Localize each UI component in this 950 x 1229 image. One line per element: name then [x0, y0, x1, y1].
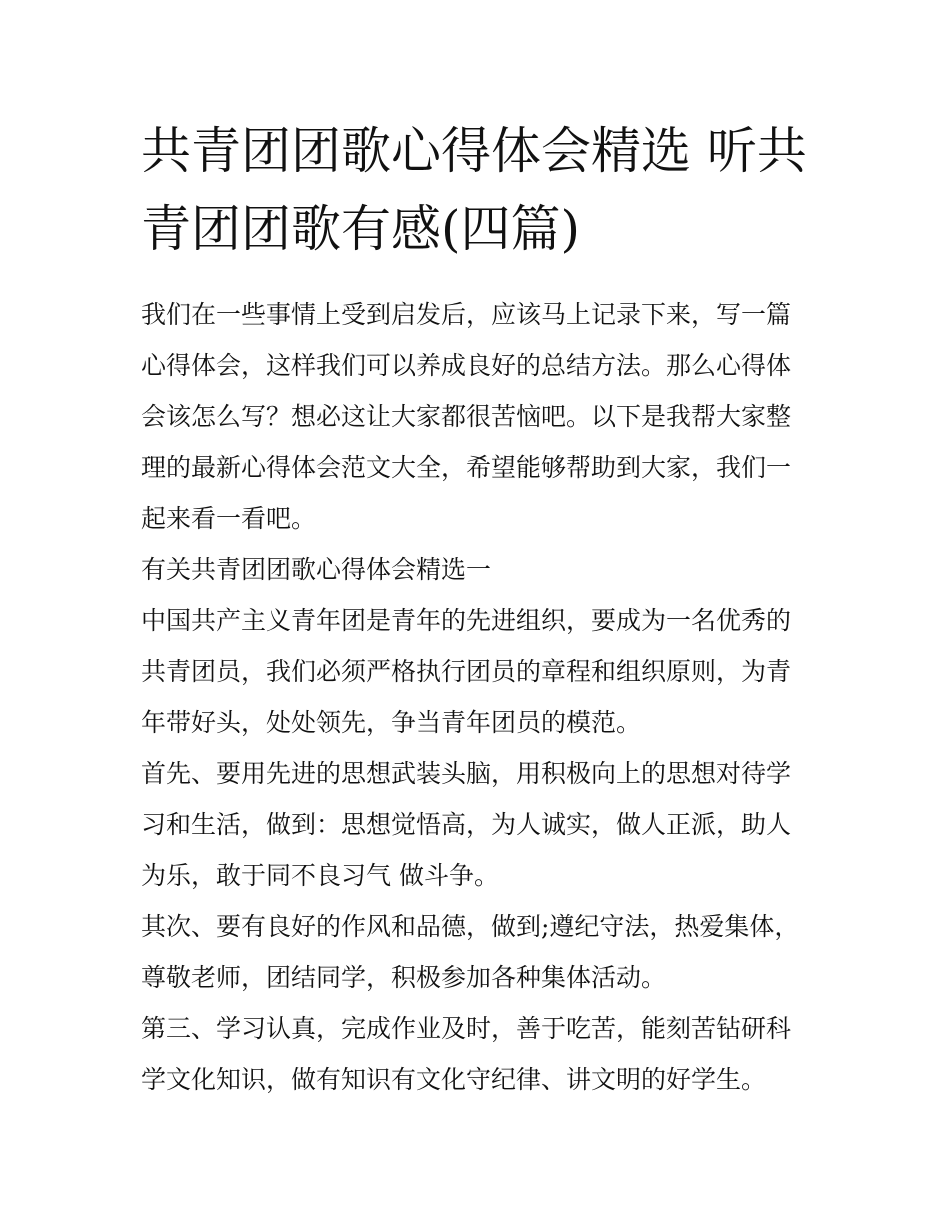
document-title: 共青团团歌心得体会精选 听共青团团歌有感(四篇): [141, 122, 807, 258]
body-paragraph-3: 其次、要有良好的作风和品德，做到;遵纪守法，热爱集体，尊敬老师，团结同学，积极参加各种集体活动。: [141, 912, 800, 992]
section-heading: 有关共青团团歌心得体会精选一: [141, 555, 492, 584]
body-paragraph-4: 第三、学习认真，完成作业及时，善于吃苦，能刻苦钻研科学文化知识，做有知识有文化守纪律、讲文明的好学生。: [141, 1014, 792, 1094]
title-spacer: [141, 268, 813, 289]
body-paragraph-2: 首先、要用先进的思想武装头脑，用积极向上的思想对待学习和生活，做到：思想觉悟高，为人诚实，做人正派，助人为乐，敢于同不良习气 做斗争。: [141, 759, 792, 890]
body-paragraph-1: 中国共产主义青年团是青年的先进组织，要成为一名优秀的共青团员，我们必须严格执行团员的章程和组织原则，为青年带好头，处处领先，争当青年团员的模范。: [141, 606, 792, 737]
intro-paragraph: 我们在一些事情上受到启发后，应该马上记录下来，写一篇心得体会，这样我们可以养成良好的总结方法。那么心得体会该怎么写？想必这让大家都很苦恼吧。以下是我帮大家整理的最新心得体会范文大全，希望能够帮助到大家，我们一起来看一看吧。: [141, 300, 792, 533]
document-body: [141, 112, 813, 1105]
